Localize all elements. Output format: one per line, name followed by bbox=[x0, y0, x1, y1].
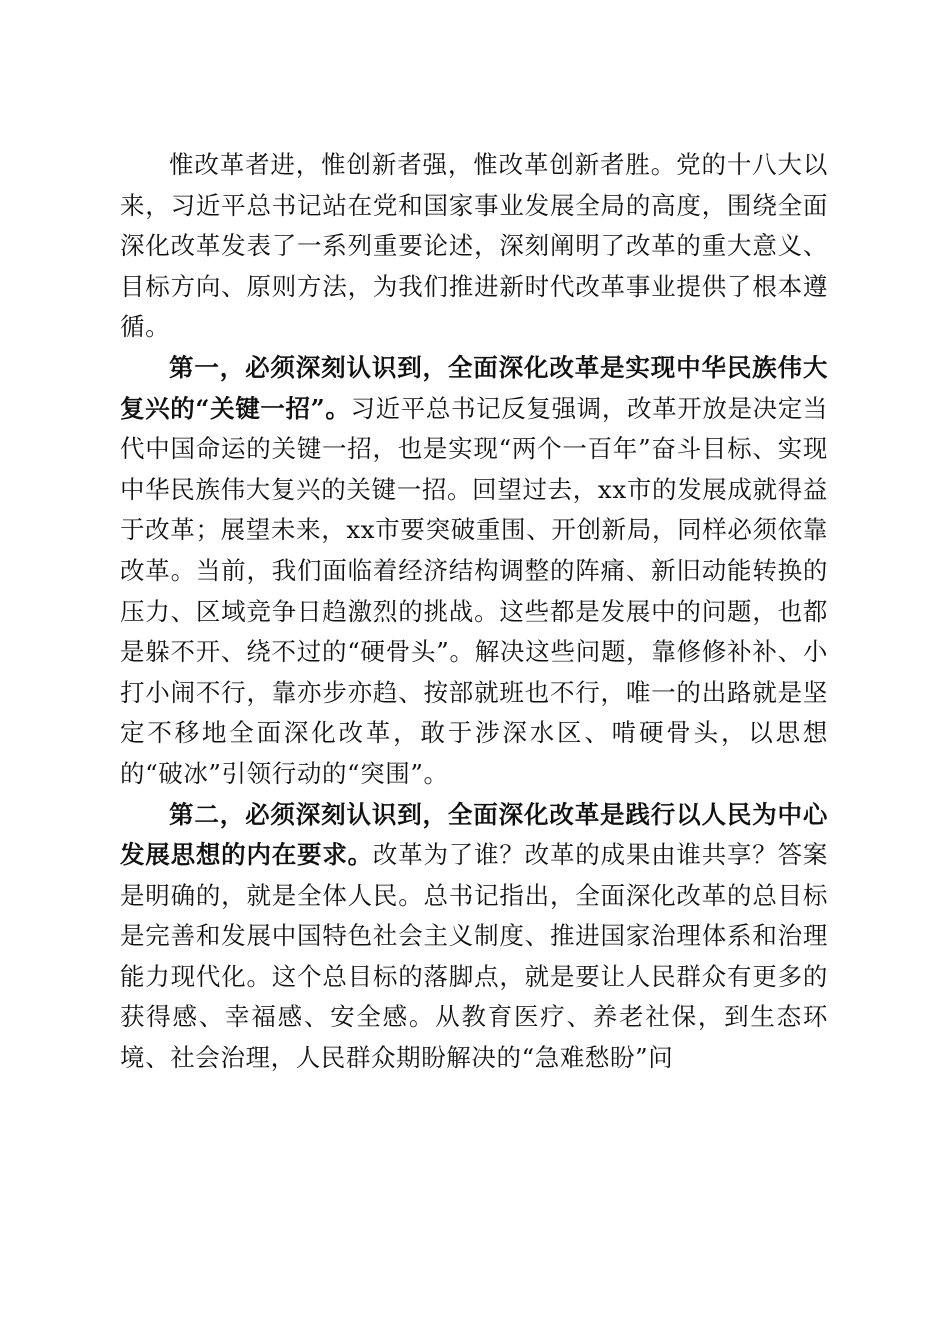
paragraph-lead: 第一，必须深刻认识到，全面深化改革是实现中华民族伟大复兴的“关键一招”。 bbox=[120, 352, 828, 423]
paragraph-text: 改革为了谁？改革的成果由谁共享？答案是明确的，就是全体人民。总书记指出，全面深化改革的总目标是完善和发展中国特色社会主义制度、推进国家治理体系和治理能力现代化。这个总目标的落脚点，就是要让人民群众有更多的获得感、幸福感、安全感。从教育医疗、养老社保，到生态环境、社会治理，人民群众期盼解决的“急难愁盼”问 bbox=[120, 840, 828, 1073]
paragraph-second-point bbox=[120, 795, 828, 1079]
paragraph-lead: 第二，必须深刻认识到，全面深化改革是践行以人民为中心发展思想的内在要求。 bbox=[120, 799, 828, 870]
paragraph-text: 习近平总书记反复强调，改革开放是决定当代中国命运的关键一招，也是实现“两个一百年”奋斗目标、实现中华民族伟大复兴的关键一招。回望过去，xx市的发展成就得益于改革；展望未来，xx市要突破重围、开创新局，同样必须依靠改革。当前，我们面临着经济结构调整的阵痛、新旧动能转换的压力、区域竞争日趋激烈的挑战。这些都是发展中的问题，也都是躲不开、绕不过的“硬骨头”。解决这些问题，靠修修补补、小打小闹不行，靠亦步亦趋、按部就班也不行，唯一的出路就是坚定不移地全面深化改革，敢于涉深水区、啃硬骨头，以思想的“破冰”引领行动的“突围”。 bbox=[120, 393, 828, 788]
paragraph-text: 惟改革者进，惟创新者强，惟改革创新者胜。党的十八大以来，习近平总书记站在党和国家事业发展全局的高度，围绕全面深化改革发表了一系列重要论述，深刻阐明了改革的重大意义、目标方向、原则方法，为我们推进新时代改革事业提供了根本遵循。 bbox=[120, 150, 828, 342]
paragraph-first-point bbox=[120, 348, 828, 795]
document-body bbox=[120, 145, 828, 1079]
paragraph-intro bbox=[120, 145, 828, 348]
